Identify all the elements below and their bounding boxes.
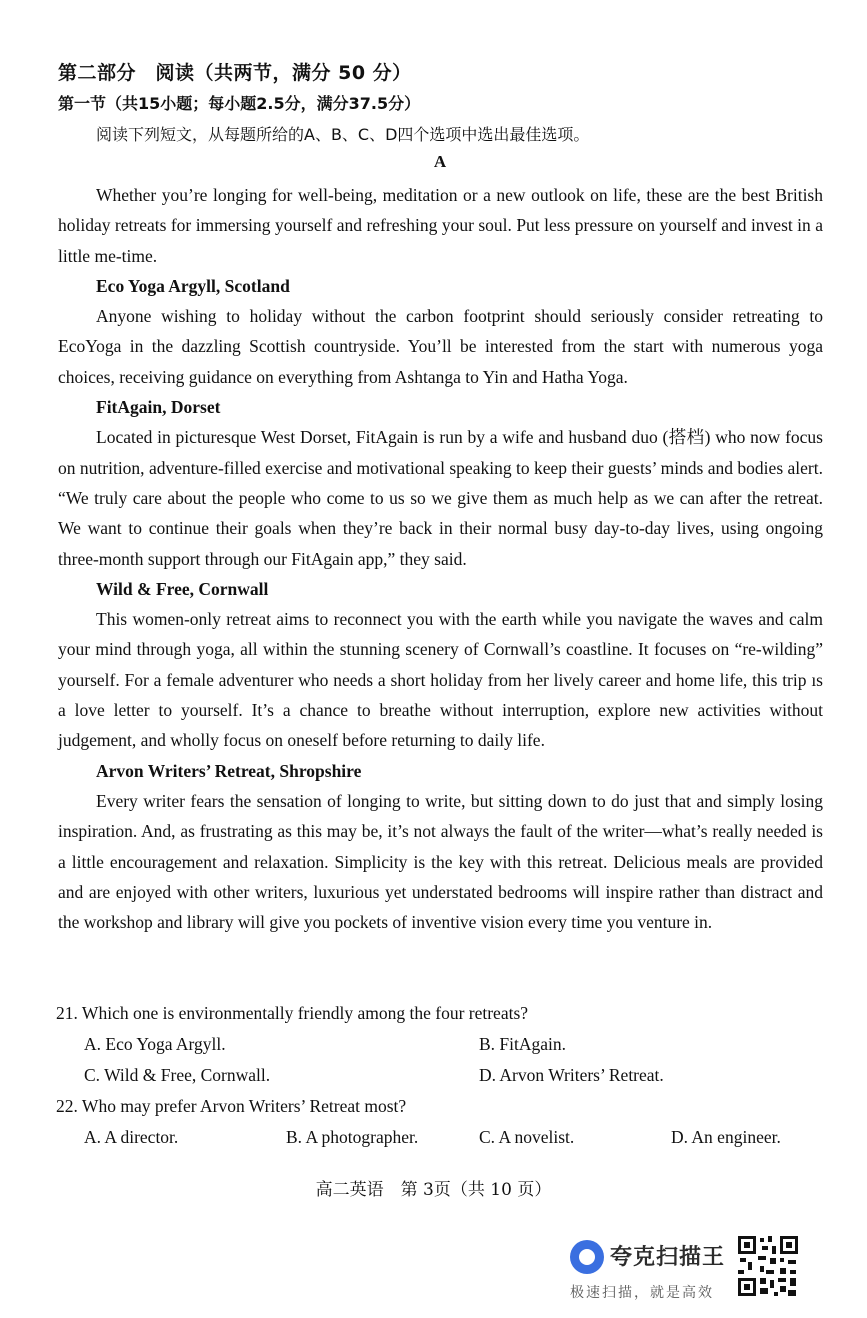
question-21-option-b: B. FitAgain. [479,1034,567,1054]
section-text-arvon: Every writer fears the sensation of longing to write, but sitting down to do just that and simply losing inspiration. And, as frustrating as this may be, it’s not always the fault of the writer—what’s really needed is a little encouragement and relaxation. Simplicity is the key with this retreat. Delicious meals are provided and are enjoyed with other writers, luxurious yet understated bedrooms will inspire rather than distract and the workshop and library will give you pockets of inventive vision every time you venture in. [58,790,823,933]
page-footer [0,1175,867,1200]
section-text-eco-yoga: Anyone wishing to holiday without the carbon footprint should seriously consider retreating to EcoYoga in the dazzling Scottish countryside. You’ll be interested from the start with numerous yoga choices, receiving guidance on everything from Ashtanga to Yin and Hatha Yoga. [58,306,823,387]
question-22-stem: 22. Who may prefer Arvon Writers’ Retreat most? [56,1096,407,1116]
passage-letter: A [433,152,447,171]
passage-body [58,180,823,937]
question-22-option-a: A. A director. [84,1127,179,1147]
scanner-watermark [568,1234,808,1306]
question-22-option-d: D. An engineer. [671,1127,781,1147]
quark-logo-icon [570,1240,604,1274]
question-21-options-row-2 [56,1060,836,1091]
question-22-option-b: B. A photographer. [286,1127,419,1147]
question-22-options-row [56,1122,836,1153]
watermark-slogan: 极速扫描，就是高效 [570,1285,714,1301]
section-title: 第一节（共15小题；每小题2.5分，满分37.5分） [58,94,421,113]
watermark-app-name: 夸克扫描王 [610,1245,726,1270]
section-heading-fitagain: FitAgain, Dorset [96,397,221,418]
questions-block [56,998,836,1153]
question-22-option-c: C. A novelist. [479,1127,575,1147]
qr-code-icon [736,1234,800,1298]
instruction-text: 阅读下列短文，从每题所给的A、B、C、D四个选项中选出最佳选项。 [96,125,590,144]
question-21-option-a: A. Eco Yoga Argyll. [84,1034,226,1054]
question-21-stem: 21. Which one is environmentally friendly among the four retreats? [56,1003,529,1023]
question-21-options-row-1 [56,1029,836,1060]
question-21-option-c: C. Wild & Free, Cornwall. [84,1065,271,1085]
section-heading-eco-yoga: Eco Yoga Argyll, Scotland [96,275,290,296]
section-heading-arvon: Arvon Writers’ Retreat, Shropshire [96,760,362,781]
part-title: 第二部分 阅读（共两节，满分 50 分） [58,62,412,84]
passage-intro: Whether you’re longing for well-being, meditation or a new outlook on life, these are the best British holiday retreats for immersing yourself and refreshing your soul. Put less pressure on yourself and invest in a little me-time. [58,185,823,266]
section-heading-wild-free: Wild & Free, Cornwall [96,578,269,599]
question-21-option-d: D. Arvon Writers’ Retreat. [479,1065,664,1085]
section-text-wild-free: This women-only retreat aims to reconnect you with the earth while you navigate the waves and calm your mind through yoga, all within the stunning scenery of Cornwall’s coastline. It focuses on “re-wilding” yourself. For a female adventurer who needs a short holiday from her lively career and home life, this trip ıs a love letter to yourself. It’s a chance to breathe without interruption, explore new activities without judgement, and wholly focus on oneself before returning to daily life. [58,609,823,751]
section-text-fitagain: Located in picturesque West Dorset, FitAgain is run by a wife and husband duo (搭档) who now focus on nutrition, adventure-filled exercise and motivational speaking to keep their guests’ minds and bodies alert. “We truly care about the people who come to us so we give them as much help as we can after the retreat. We want to continue their goals when they’re back in their normal busy day-to-day lives, using ongoing three-month support through our FitAgain app,” they said. [58,427,823,569]
page-info: 高二英语 第 3页（共 10 页） [315,1180,552,1200]
